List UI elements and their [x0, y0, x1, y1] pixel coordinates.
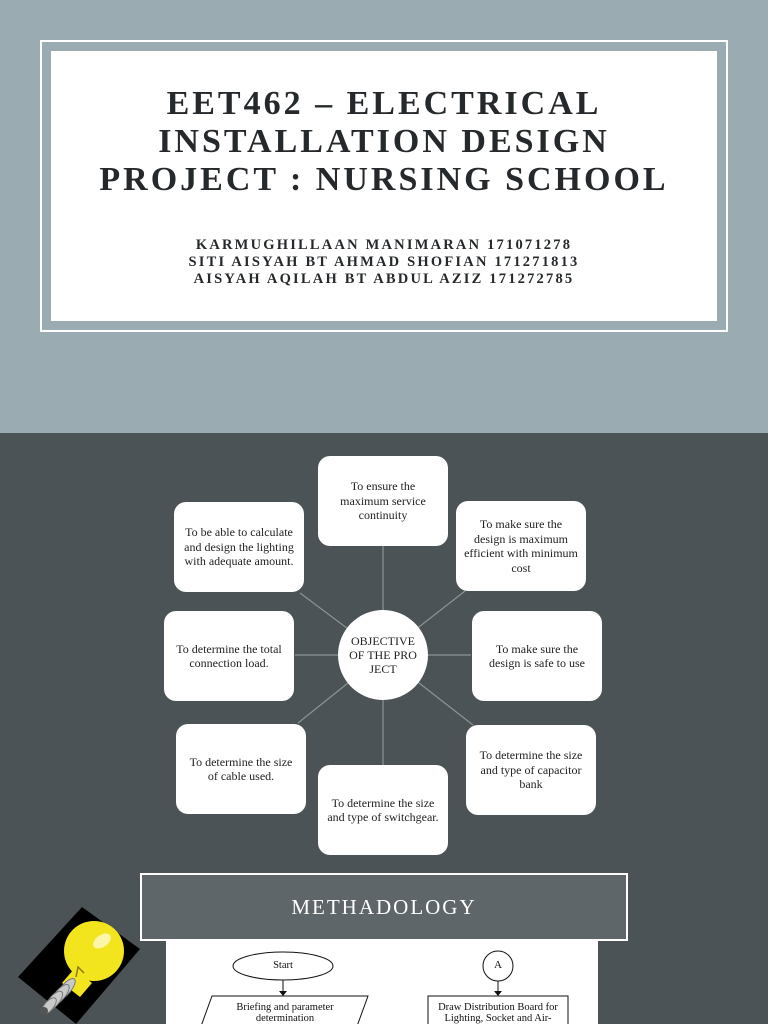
author-name: SITI AISYAH BT AHMAD SHOFIAN 171271813 [188, 254, 580, 270]
methodology-flowchart [166, 939, 598, 1024]
author-list [51, 237, 717, 288]
flow-connector-label: A [494, 959, 502, 971]
objective-center: OBJECTIVE OF THE PROJECT [338, 610, 428, 700]
title-slide [0, 0, 768, 433]
methodology-banner [140, 873, 628, 941]
objectives-slide [0, 433, 768, 1024]
flow-arrow-head [279, 991, 287, 996]
author-name: KARMUGHILLAAN MANIMARAN 171071278 [195, 237, 573, 253]
objective-box: To ensure the maximum service continuity [318, 456, 448, 546]
objective-box: To determine the size of cable used. [176, 724, 306, 814]
slide-title: EET462 – ELECTRICAL INSTALLATION DESIGN PROJECT : NURSING SCHOOL [99, 85, 669, 198]
objective-box: To make sure the design is safe to use [472, 611, 602, 701]
lightbulb-icon [18, 907, 140, 1024]
title-card [51, 51, 717, 321]
objective-box: To determine the total connection load. [164, 611, 294, 701]
objective-box: To determine the size and type of switchgear. [318, 765, 448, 855]
objective-box: To determine the size and type of capacitor bank [466, 725, 596, 815]
flow-start-label: Start [273, 960, 293, 971]
flow-arrow-head [494, 991, 502, 996]
objective-box: To make sure the design is maximum efficient with minimum cost [456, 501, 586, 591]
flow-step-label: Briefing and parameter determination [236, 1002, 334, 1024]
objective-box: To be able to calculate and design the lighting with adequate amount. [174, 502, 304, 592]
methodology-title: METHADOLOGY [291, 894, 477, 919]
flow-step-label: Draw Distribution Board for Lighting, Socket and Air- [438, 1002, 558, 1024]
author-name: AISYAH AQILAH BT ABDUL AZIZ 171272785 [193, 271, 575, 287]
